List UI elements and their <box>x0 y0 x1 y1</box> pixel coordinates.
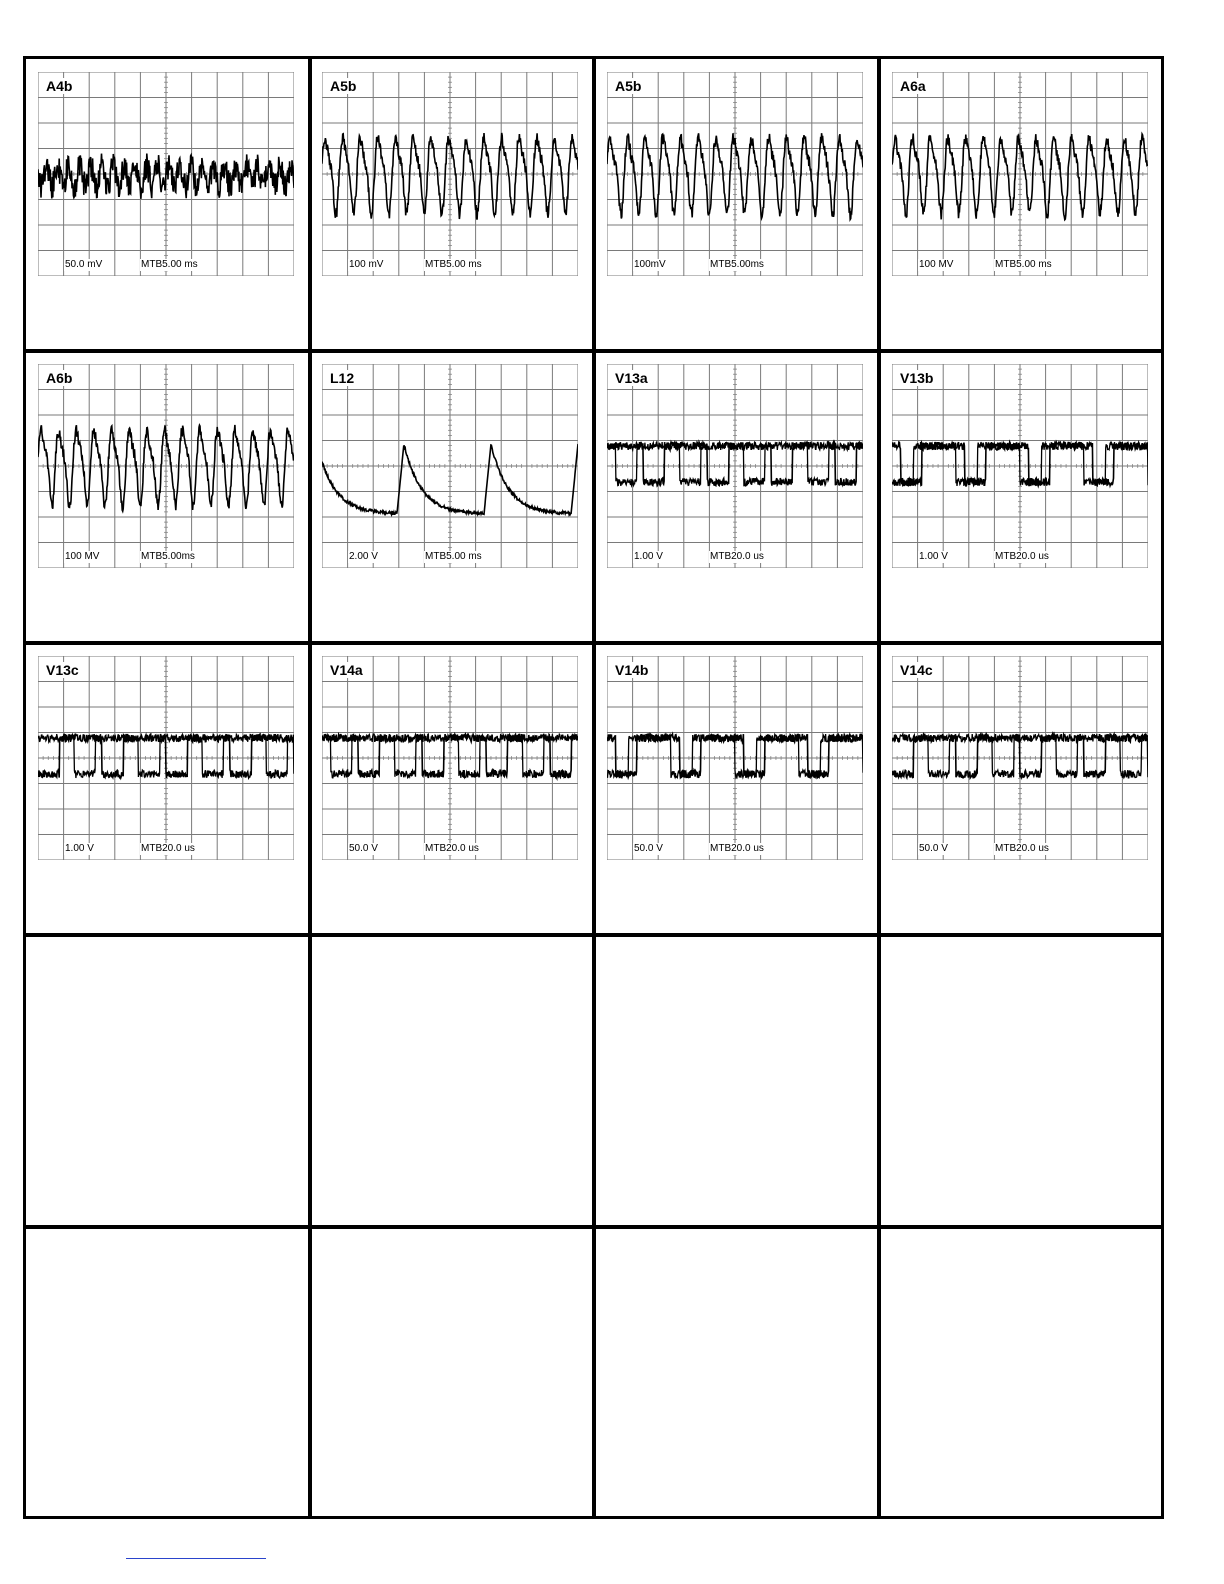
scope-label: V14a <box>330 662 363 678</box>
oscilloscope-panel <box>322 72 578 276</box>
scope-label: A5b <box>330 78 357 94</box>
oscilloscope-panel <box>38 364 294 568</box>
oscilloscope-panel <box>38 72 294 276</box>
timebase: MTB5.00 ms <box>995 259 1052 270</box>
volts-per-div: 2.00 V <box>349 551 378 562</box>
waveform-trace <box>38 734 294 778</box>
oscilloscope-panel <box>607 72 863 276</box>
oscilloscope-panel <box>322 656 578 860</box>
scope-grid <box>607 72 863 276</box>
volts-per-div: 1.00 V <box>634 551 663 562</box>
volts-per-div: 1.00 V <box>919 551 948 562</box>
volts-per-div: 100 mV <box>349 259 384 270</box>
row-divider <box>26 933 1161 937</box>
scope-grid <box>322 72 578 276</box>
volts-per-div: 100mV <box>634 259 666 270</box>
timebase: MTB20.0 us <box>995 551 1049 562</box>
scope-grid <box>607 364 863 568</box>
timebase: MTB20.0 us <box>710 551 764 562</box>
scope-grid <box>892 72 1148 276</box>
scope-label: A6b <box>46 370 73 386</box>
row-divider <box>26 641 1161 645</box>
scope-label: V14b <box>615 662 649 678</box>
scope-grid <box>38 656 294 860</box>
volts-per-div: 1.00 V <box>65 843 94 854</box>
scope-label: V13a <box>615 370 648 386</box>
volts-per-div: 50.0 V <box>919 843 948 854</box>
timebase: MTB20.0 us <box>141 843 195 854</box>
volts-per-div: 100 MV <box>919 259 954 270</box>
timebase: MTB5.00 ms <box>425 551 482 562</box>
scope-grid <box>892 656 1148 860</box>
timebase: MTB5.00ms <box>141 551 195 562</box>
scope-grid <box>607 656 863 860</box>
column-divider <box>308 59 312 1516</box>
timebase: MTB5.00 ms <box>425 259 482 270</box>
timebase: MTB5.00ms <box>710 259 764 270</box>
oscilloscope-panel <box>38 656 294 860</box>
row-divider <box>26 1225 1161 1229</box>
scope-label: V13c <box>46 662 79 678</box>
timebase: MTB20.0 us <box>425 843 479 854</box>
scope-grid <box>322 364 578 568</box>
scope-label: A6a <box>900 78 926 94</box>
scope-grid <box>38 72 294 276</box>
volts-per-div: 50.0 V <box>634 843 663 854</box>
timebase: MTB5.00 ms <box>141 259 198 270</box>
scope-label: V13b <box>900 370 934 386</box>
volts-per-div: 50.0 V <box>349 843 378 854</box>
scope-label: V14c <box>900 662 933 678</box>
scope-grid <box>38 364 294 568</box>
scope-label: A5b <box>615 78 642 94</box>
timebase: MTB20.0 us <box>710 843 764 854</box>
oscilloscope-panel <box>607 656 863 860</box>
volts-per-div: 100 MV <box>65 551 100 562</box>
timebase: MTB20.0 us <box>995 843 1049 854</box>
row-divider <box>26 349 1161 353</box>
column-divider <box>877 59 881 1516</box>
scope-label: A4b <box>46 78 73 94</box>
footer-rule <box>126 1558 266 1559</box>
scope-grid <box>892 364 1148 568</box>
oscilloscope-panel <box>607 364 863 568</box>
volts-per-div: 50.0 mV <box>65 259 103 270</box>
scope-label: L12 <box>330 370 355 386</box>
oscilloscope-panel <box>322 364 578 568</box>
oscilloscope-panel <box>892 72 1148 276</box>
oscilloscope-panel <box>892 364 1148 568</box>
scope-grid <box>322 656 578 860</box>
oscilloscope-panel <box>892 656 1148 860</box>
column-divider <box>592 59 596 1516</box>
